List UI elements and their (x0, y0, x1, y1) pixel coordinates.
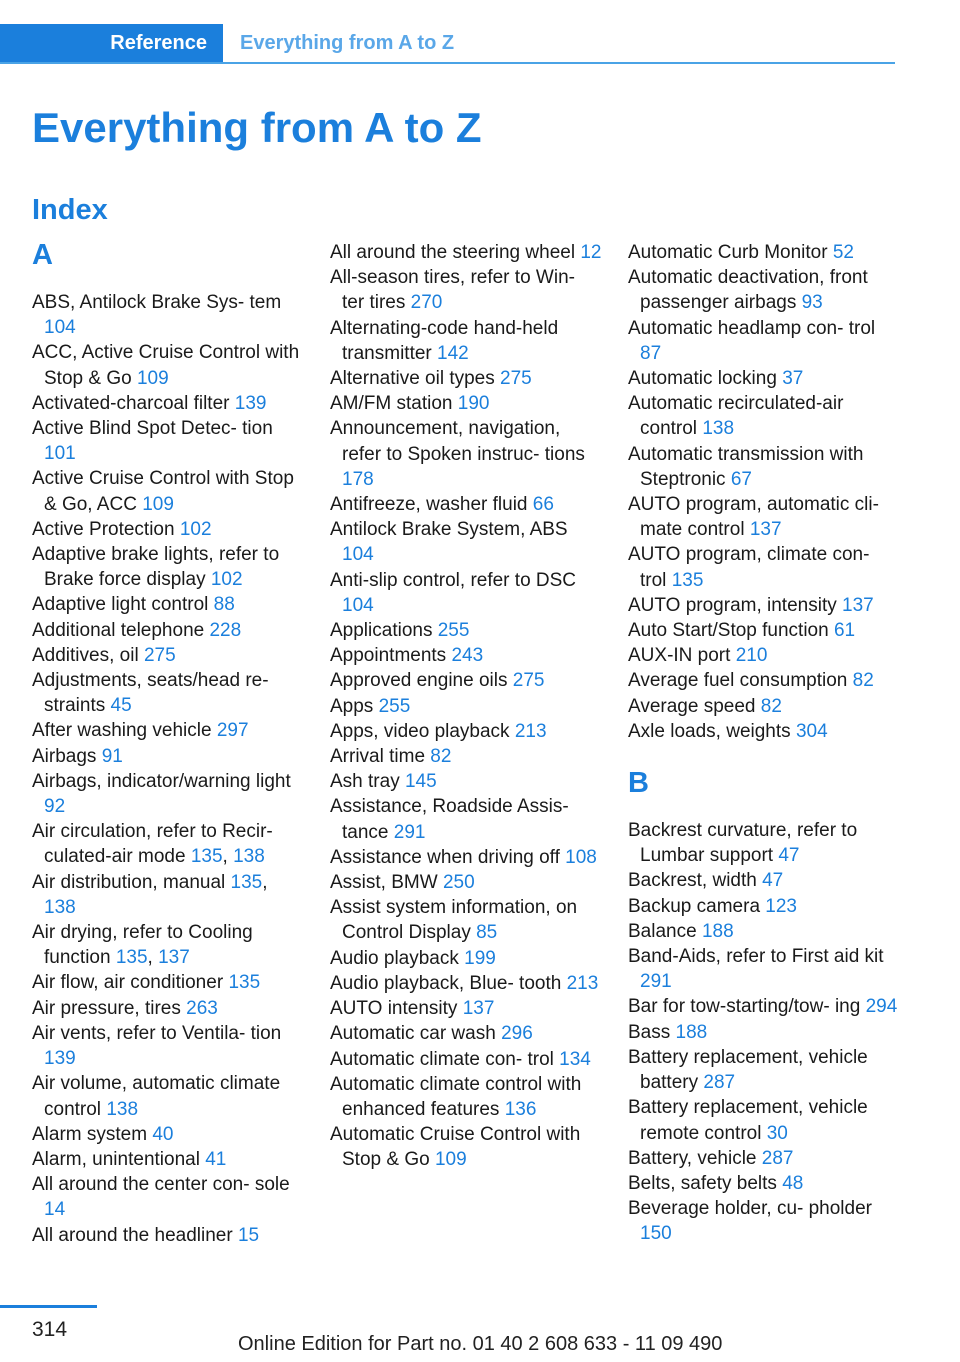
index-entry-text: Air drying, refer to Cooling function (32, 922, 253, 969)
index-entry-text: Adaptive light control (32, 594, 209, 616)
index-entry-text: Alternative oil types (330, 368, 495, 390)
index-entry-text: Adjustments, seats/head re- straints (32, 670, 269, 717)
index-entry-text: Antilock Brake System, ABS (330, 519, 568, 541)
page-reference-link[interactable]: 109 (142, 493, 174, 515)
page-reference-link[interactable]: 15 (237, 1224, 260, 1246)
index-entry (32, 592, 304, 617)
page-reference-link[interactable]: 91 (101, 745, 123, 767)
page-reference-link[interactable]: 270 (410, 292, 443, 314)
page-reference-link[interactable]: 30 (766, 1122, 788, 1144)
page-reference-link[interactable]: 213 (566, 972, 599, 994)
index-entry-text: AUTO program, automatic cli- mate control (628, 494, 879, 541)
index-entry (628, 240, 900, 265)
page-reference-link[interactable]: 263 (186, 997, 218, 1019)
index-entry (628, 719, 900, 744)
section-tab-reference[interactable]: Reference (0, 24, 223, 62)
page-reference-link[interactable]: 135 (228, 972, 261, 994)
index-entry (330, 366, 602, 391)
page-reference-link[interactable]: 87 (640, 342, 662, 364)
index-entry-text: Applications (330, 620, 433, 642)
page-reference-link[interactable]: 45 (110, 695, 132, 717)
index-entry (32, 1147, 304, 1172)
index-entry-text: Additives, oil (32, 644, 139, 666)
index-entry (330, 492, 602, 517)
index-letter-heading: B (628, 767, 649, 800)
index-column-3 (628, 240, 900, 1247)
page-reference-link[interactable]: 92 (44, 796, 66, 818)
index-entry-text: Battery replacement, vehicle remote control (628, 1097, 868, 1144)
page-reference-link[interactable]: 104 (44, 317, 76, 339)
index-entry-text: Automatic locking (628, 368, 777, 390)
page-reference-link[interactable]: 275 (500, 368, 532, 390)
index-entry-text: Automatic deactivation, front passenger airbags (628, 267, 868, 314)
index-entry (32, 466, 304, 516)
index-entry-text: Beverage holder, cu- pholder (628, 1198, 872, 1220)
index-entry-text: All around the center con- sole (32, 1174, 290, 1196)
page-reference-link[interactable]: 291 (640, 971, 672, 993)
page-reference-link[interactable]: 142 (437, 342, 469, 364)
index-entry (32, 668, 304, 718)
edition-note: Online Edition for Part no. 01 40 2 608 633 - 11 09 490 (238, 1333, 723, 1355)
index-entry (330, 794, 602, 844)
index-entry (628, 868, 900, 893)
index-entry-text: AUTO program, climate con- trol (628, 544, 870, 591)
page-reference-link[interactable]: 134 (559, 1048, 591, 1070)
index-entry-text: Air circulation, refer to Recir- culated-air mode (32, 821, 273, 868)
index-entry-text: Backup camera (628, 895, 761, 917)
index-entry-text: Average speed (628, 695, 756, 717)
page-reference-link[interactable]: 139 (44, 1048, 76, 1070)
page-reference-link[interactable]: 14 (44, 1199, 66, 1221)
index-entry (32, 416, 304, 466)
index-entry (628, 391, 900, 441)
index-entry-text: After washing vehicle (32, 720, 212, 742)
index-entry-text: Antifreeze, washer fluid (330, 494, 528, 516)
index-entry (32, 1021, 304, 1071)
page-reference-link[interactable]: 12 (580, 242, 602, 263)
page-reference-link[interactable]: 82 (852, 670, 874, 692)
index-entry (32, 618, 304, 643)
index-entry (330, 391, 602, 416)
page-reference-link[interactable]: 135 (230, 871, 263, 893)
page-number: 314 (32, 1318, 68, 1341)
index-entry (32, 1122, 304, 1147)
index-entry (330, 668, 602, 693)
index-entry (32, 769, 304, 819)
index-entry-text: Auto Start/Stop function (628, 620, 829, 642)
index-entry-text: Ash tray (330, 771, 400, 793)
index-entry (330, 1047, 602, 1072)
page-reference-link[interactable]: 287 (761, 1147, 794, 1169)
page-reference-link[interactable]: 109 (434, 1149, 467, 1171)
index-entry (628, 919, 900, 944)
index-entry-text: Additional telephone (32, 619, 205, 641)
index-entry-text: Approved engine oils (330, 670, 508, 692)
page-reference-link[interactable]: 48 (782, 1172, 804, 1194)
page-reference-link[interactable]: 104 (342, 544, 374, 566)
index-entry (628, 944, 900, 994)
index-entry-text: Air vents, refer to Ventila- tion (32, 1022, 282, 1044)
index-entry (628, 316, 900, 366)
index-entry-text: Activated-charcoal filter (32, 392, 230, 414)
page-reference-link[interactable]: 150 (640, 1223, 672, 1245)
index-entry (32, 744, 304, 769)
page-reference-link[interactable]: 109 (136, 367, 169, 389)
page-reference-link[interactable]: 40 (152, 1123, 174, 1145)
index-entry-text: Automatic Cruise Control with Stop & Go (330, 1124, 581, 1171)
index-entry (330, 1021, 602, 1046)
index-entry (32, 996, 304, 1021)
page-reference-link[interactable]: 123 (765, 895, 797, 917)
page-reference-link[interactable]: 41 (205, 1148, 227, 1170)
index-entry-text: Axle loads, weights (628, 720, 791, 742)
index-entry-text: Bar for tow-starting/tow- ing (628, 996, 861, 1018)
page-reference-link[interactable]: 139 (234, 392, 267, 414)
index-entry (628, 593, 900, 618)
page-reference-link[interactable]: 250 (442, 872, 475, 894)
index-entry (330, 769, 602, 794)
index-entry-text: Backrest, width (628, 870, 757, 892)
index-entry (628, 894, 900, 919)
index-entry-text: Battery replacement, vehicle battery (628, 1046, 868, 1094)
index-entry (32, 718, 304, 743)
index-entry-text: All around the steering wheel (330, 242, 576, 263)
index-entry (330, 240, 602, 265)
index-entry (330, 1072, 602, 1122)
index-entry-text: Automatic car wash (330, 1023, 496, 1045)
index-entry-text: Adaptive brake lights, refer to Brake force display (32, 544, 280, 591)
page-reference-link[interactable]: 82 (430, 746, 452, 768)
index-entry (32, 391, 304, 416)
index-entry (330, 517, 602, 567)
index-entry (628, 668, 900, 693)
page-reference-link[interactable]: 85 (476, 922, 498, 944)
page-reference-link[interactable]: 291 (393, 821, 426, 843)
index-entry (32, 290, 304, 340)
index-entry-text: Active Blind Spot Detec- tion (32, 418, 273, 440)
page-reference-link[interactable]: 228 (209, 619, 242, 641)
page-reference-link[interactable]: 52 (832, 242, 854, 263)
index-entry (628, 618, 900, 643)
index-entry (628, 542, 900, 592)
page-reference-link[interactable]: 199 (464, 947, 496, 969)
index-entry (628, 1095, 900, 1145)
index-entry-text: Assistance when driving off (330, 846, 560, 868)
index-entry (32, 517, 304, 542)
page-reference-link[interactable]: 67 (730, 468, 752, 490)
index-entry-text: Audio playback, Blue- tooth (330, 972, 562, 994)
index-entry-text: Assistance, Roadside Assis- tance (330, 796, 569, 843)
page-reference-link[interactable]: 136 (504, 1098, 537, 1120)
index-entry-text: AUTO intensity (330, 998, 458, 1020)
index-entry (330, 1122, 602, 1172)
index-entry-text: Arrival time (330, 746, 426, 768)
index-entry-text: Automatic Curb Monitor (628, 242, 828, 263)
index-entry (32, 1071, 304, 1121)
page-reference-link[interactable]: 137 (462, 998, 495, 1020)
index-entry: Air drying, refer to Cooling function 135, 137 (32, 922, 253, 969)
index-column-1 (32, 240, 304, 1248)
page-reference-link[interactable]: 287 (703, 1072, 736, 1094)
index-entry (628, 1045, 900, 1095)
page-reference-link[interactable]: 47 (762, 870, 784, 892)
page-reference-link[interactable]: 102 (210, 569, 243, 591)
page-reference-link[interactable]: 135 (115, 947, 148, 969)
page-reference-link[interactable]: 138 (106, 1098, 139, 1120)
index-entry-text: Alarm system (32, 1123, 148, 1145)
index-entry (330, 719, 602, 744)
index-letter-heading: A (32, 239, 53, 271)
index-entry (32, 1223, 304, 1248)
index-entry (330, 618, 602, 643)
running-header (0, 24, 895, 64)
index-entry-text: Air flow, air conditioner (32, 972, 224, 994)
index-entry-text: Automatic climate control with enhanced features (330, 1073, 582, 1120)
index-entry-text: Alarm, unintentional (32, 1148, 200, 1170)
index-entry (628, 1146, 900, 1171)
page-reference-link[interactable]: 275 (512, 670, 545, 692)
page-reference-link[interactable]: 102 (179, 518, 212, 540)
index-entry-text: Airbags (32, 745, 97, 767)
index-entry-text: Active Protection (32, 518, 175, 540)
index-entry-text: AUTO program, intensity (628, 594, 837, 616)
index-entry-text: AM/FM station (330, 393, 453, 415)
index-entry-text: Belts, safety belts (628, 1172, 777, 1194)
page-reference-link[interactable]: 275 (143, 644, 176, 666)
index-entry (330, 971, 602, 996)
page-reference-link[interactable]: 210 (735, 645, 768, 667)
index-entry-text: Apps (330, 695, 374, 717)
page-reference-link[interactable]: 255 (378, 695, 411, 717)
index-entry-text: AUX-IN port (628, 645, 731, 667)
page-reference-link[interactable]: 304 (795, 720, 828, 742)
index-entry-text: Band-Aids, refer to First aid kit (628, 946, 884, 968)
page-reference-link[interactable]: 213 (514, 720, 547, 742)
index-entry (628, 1020, 900, 1045)
index-entry (628, 1196, 900, 1246)
index-entry-text: Average fuel consumption (628, 670, 848, 692)
page-reference-link[interactable]: 296 (501, 1023, 533, 1045)
index-entry: Air circulation, refer to Recir- culated-air mode 135, 138 (32, 821, 273, 868)
index-entry (628, 994, 900, 1019)
index-entry-text: Appointments (330, 645, 447, 667)
page-reference-link[interactable]: 297 (216, 720, 249, 742)
index-entry-text: All around the headliner (32, 1224, 233, 1246)
index-entry-text: Automatic transmission with Steptronic (628, 443, 864, 490)
index-entry (330, 895, 602, 945)
index-entry-text: ABS, Antilock Brake Sys- tem (32, 292, 282, 313)
index-entry (32, 340, 304, 390)
index-entry-text: Announcement, navigation, refer to Spoken instruc- tions (330, 418, 585, 465)
page-reference-link[interactable]: 88 (213, 594, 235, 616)
index-entry-text: ACC, Active Cruise Control with Stop & Go (32, 342, 300, 389)
index-entry-text: Bass (628, 1021, 671, 1043)
footer-rule (0, 1305, 97, 1308)
index-entry (32, 542, 304, 592)
page-reference-link[interactable]: 101 (44, 443, 76, 465)
index-entry-text: Apps, video playback (330, 720, 510, 742)
index-entry (330, 694, 602, 719)
page-reference-link[interactable]: 135 (190, 846, 223, 868)
page-reference-link[interactable]: 47 (778, 845, 800, 867)
index-entry (628, 366, 900, 391)
index-column-2 (330, 240, 602, 1173)
index-entry-text: Automatic headlamp con- trol (628, 317, 876, 339)
page-reference-link[interactable]: 137 (842, 594, 874, 616)
index-entry (330, 870, 602, 895)
index-entry-text: Automatic climate con- trol (330, 1048, 554, 1070)
index-entry (330, 946, 602, 971)
index-entry (330, 845, 602, 870)
index-entry (330, 568, 602, 618)
page-reference-link[interactable]: 188 (675, 1021, 708, 1043)
index-entry-text: Air volume, automatic climate control (32, 1073, 281, 1120)
page-reference-link[interactable]: 138 (44, 896, 76, 918)
page-reference-link[interactable]: 188 (701, 920, 734, 942)
index-entry (330, 416, 602, 492)
section-heading: Index (32, 194, 108, 226)
page-reference-link[interactable]: 138 (233, 846, 265, 868)
page-reference-link[interactable]: 145 (404, 771, 437, 793)
page-reference-link[interactable]: 137 (158, 947, 190, 969)
index-entry (330, 265, 602, 315)
page-reference-link[interactable]: 255 (437, 620, 470, 642)
page-reference-link[interactable]: 37 (782, 368, 804, 390)
index-entry-text: Battery, vehicle (628, 1147, 757, 1169)
index-entry-text: Audio playback (330, 947, 459, 969)
page-reference-link[interactable]: 137 (749, 519, 782, 541)
index-entry (628, 1171, 900, 1196)
index-entry (628, 265, 900, 315)
index-entry-text: Assist system information, on Control Display (330, 897, 578, 944)
index-entry (330, 744, 602, 769)
index-entry-text: Air pressure, tires (32, 997, 181, 1019)
index-entry-text: Anti-slip control, refer to DSC (330, 569, 577, 591)
index-entry-text: Air distribution, manual (32, 871, 226, 893)
page-reference-link[interactable]: 66 (532, 494, 554, 516)
index-entry (330, 316, 602, 366)
page-reference-link[interactable]: 104 (342, 594, 374, 616)
index-entry (330, 996, 602, 1021)
page-reference-link[interactable]: 61 (833, 620, 856, 642)
page-reference-link[interactable]: 138 (702, 418, 735, 440)
index-entry (628, 492, 900, 542)
page-reference-link[interactable]: 108 (565, 846, 597, 868)
chapter-tab[interactable]: Everything from A to Z (240, 32, 455, 54)
index-entry (330, 643, 602, 668)
index-entry-text: Balance (628, 920, 697, 942)
index-entry: Air distribution, manual 135, 138 (32, 871, 268, 918)
page-reference-link[interactable]: 294 (865, 996, 898, 1018)
page-reference-link[interactable]: 178 (342, 468, 374, 490)
index-entry (628, 442, 900, 492)
index-entry-text: Active Cruise Control with Stop & Go, ACC (32, 468, 294, 515)
page-reference-link[interactable]: 190 (457, 393, 490, 415)
page-reference-link[interactable]: 243 (451, 645, 484, 667)
index-entry-text: Assist, BMW (330, 872, 438, 894)
index-entry (628, 818, 900, 868)
index-entry-text: Alternating-code hand-held transmitter (330, 317, 559, 364)
index-entry-text: Automatic recirculated-air control (628, 393, 844, 440)
index-entry (32, 643, 304, 668)
page-title: Everything from A to Z (32, 104, 482, 151)
page-reference-link[interactable]: 135 (671, 569, 704, 591)
index-entry (32, 970, 304, 995)
index-entry-text: Backrest curvature, refer to Lumbar support (628, 820, 858, 867)
index-entry-text: All-season tires, refer to Win- ter tires (330, 267, 575, 314)
index-entry (628, 694, 900, 719)
index-entry (32, 1172, 304, 1222)
page-reference-link[interactable]: 93 (801, 292, 823, 314)
section-spacer (628, 744, 900, 768)
page-reference-link[interactable]: 82 (760, 695, 782, 717)
index-entry-text: Airbags, indicator/warning light (32, 770, 291, 792)
index-entry (628, 643, 900, 668)
